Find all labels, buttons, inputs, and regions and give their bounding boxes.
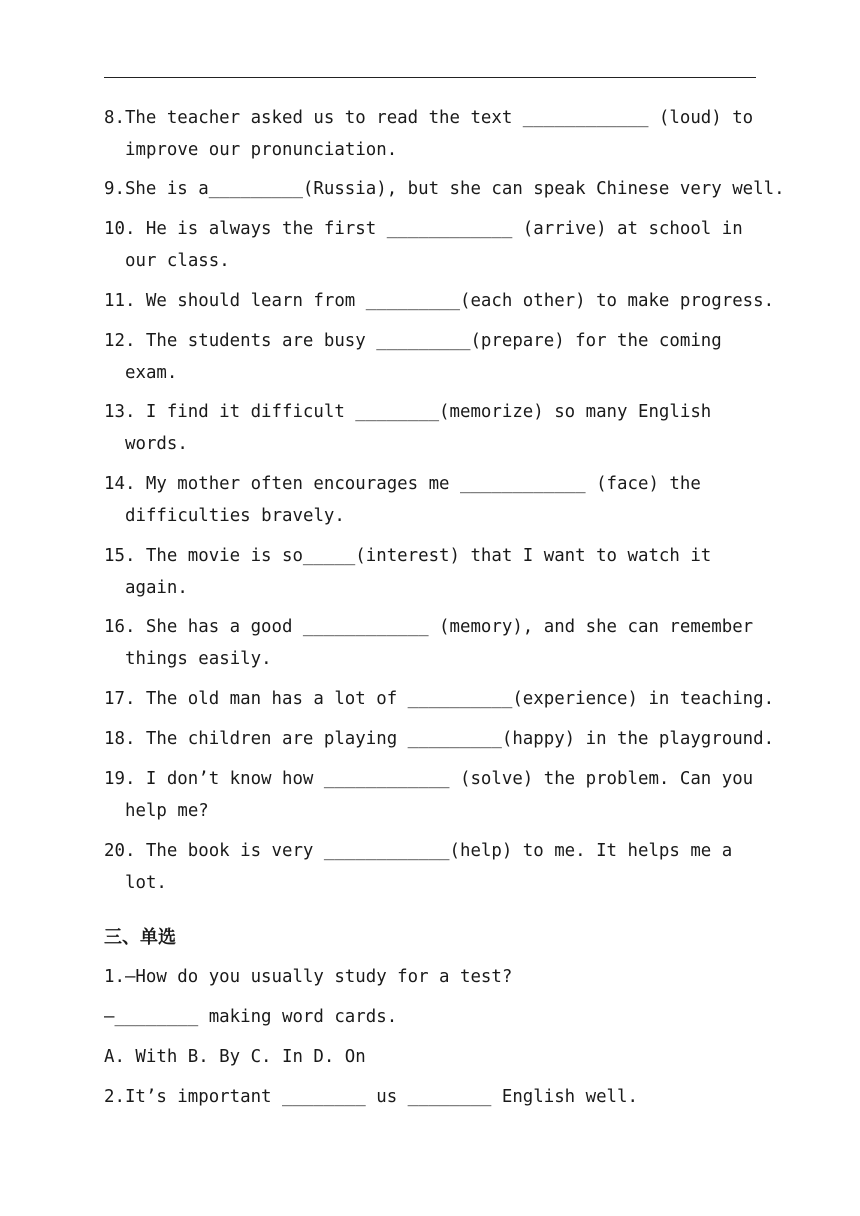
question-line: 19. I don’t know how ____________ (solve) the problem. Can you: [104, 769, 754, 789]
mc-options-text: A. With B. By C. In D. On: [104, 1047, 366, 1067]
mc-question-2: [104, 1081, 764, 1113]
question-line: 17. The old man has a lot of __________(experience) in teaching.: [104, 689, 775, 709]
question-line: 8.The teacher asked us to read the text ____________ (loud) to: [104, 108, 754, 128]
mc-response-text: —________ making word cards.: [104, 1007, 398, 1027]
question-line: 16. She has a good ____________ (memory), and she can remember: [104, 617, 754, 637]
mc-question-1: [104, 961, 764, 993]
question-line: 20. The book is very ____________(help) to me. It helps me a: [104, 841, 733, 861]
question-10: [104, 213, 764, 277]
question-12: [104, 325, 764, 389]
question-15: [104, 540, 764, 604]
question-17: [104, 683, 775, 715]
question-line: 18. The children are playing _________(happy) in the playground.: [104, 729, 775, 749]
question-line-continued: lot.: [125, 873, 167, 893]
question-line: 11. We should learn from _________(each other) to make progress.: [104, 291, 775, 311]
mc-question-text: 2.It’s important ________ us ________ English well.: [104, 1087, 638, 1107]
question-line-continued: again.: [125, 578, 188, 598]
question-line-continued: help me?: [125, 801, 209, 821]
question-20: [104, 835, 764, 899]
question-line: 14. My mother often encourages me ____________ (face) the: [104, 474, 701, 494]
question-line: 9.She is a_________(Russia), but she can speak Chinese very well.: [104, 179, 785, 199]
question-11: [104, 285, 775, 317]
question-line: 13. I find it difficult ________(memorize) so many English: [104, 402, 712, 422]
question-line-continued: improve our pronunciation.: [125, 140, 398, 160]
question-14: [104, 468, 764, 532]
question-8: [104, 102, 764, 166]
question-line: 15. The movie is so_____(interest) that I want to watch it: [104, 546, 712, 566]
question-19: [104, 763, 764, 827]
header-rule: [104, 77, 756, 78]
question-line: 12. The students are busy _________(prepare) for the coming: [104, 331, 722, 351]
question-line: 10. He is always the first ____________ (arrive) at school in: [104, 219, 743, 239]
question-9: [104, 173, 785, 205]
question-18: [104, 723, 775, 755]
question-line-continued: exam.: [125, 363, 178, 383]
question-line-continued: words.: [125, 434, 188, 454]
mc-question-text: 1.—How do you usually study for a test?: [104, 967, 513, 987]
question-13: [104, 396, 764, 460]
question-16: [104, 611, 764, 675]
mc-question-1-response: [104, 1001, 764, 1033]
section-heading: 三、单选: [104, 927, 176, 948]
question-line-continued: our class.: [125, 251, 230, 271]
question-line-continued: things easily.: [125, 649, 272, 669]
question-line-continued: difficulties bravely.: [125, 506, 345, 526]
mc-question-1-options: [104, 1041, 764, 1073]
